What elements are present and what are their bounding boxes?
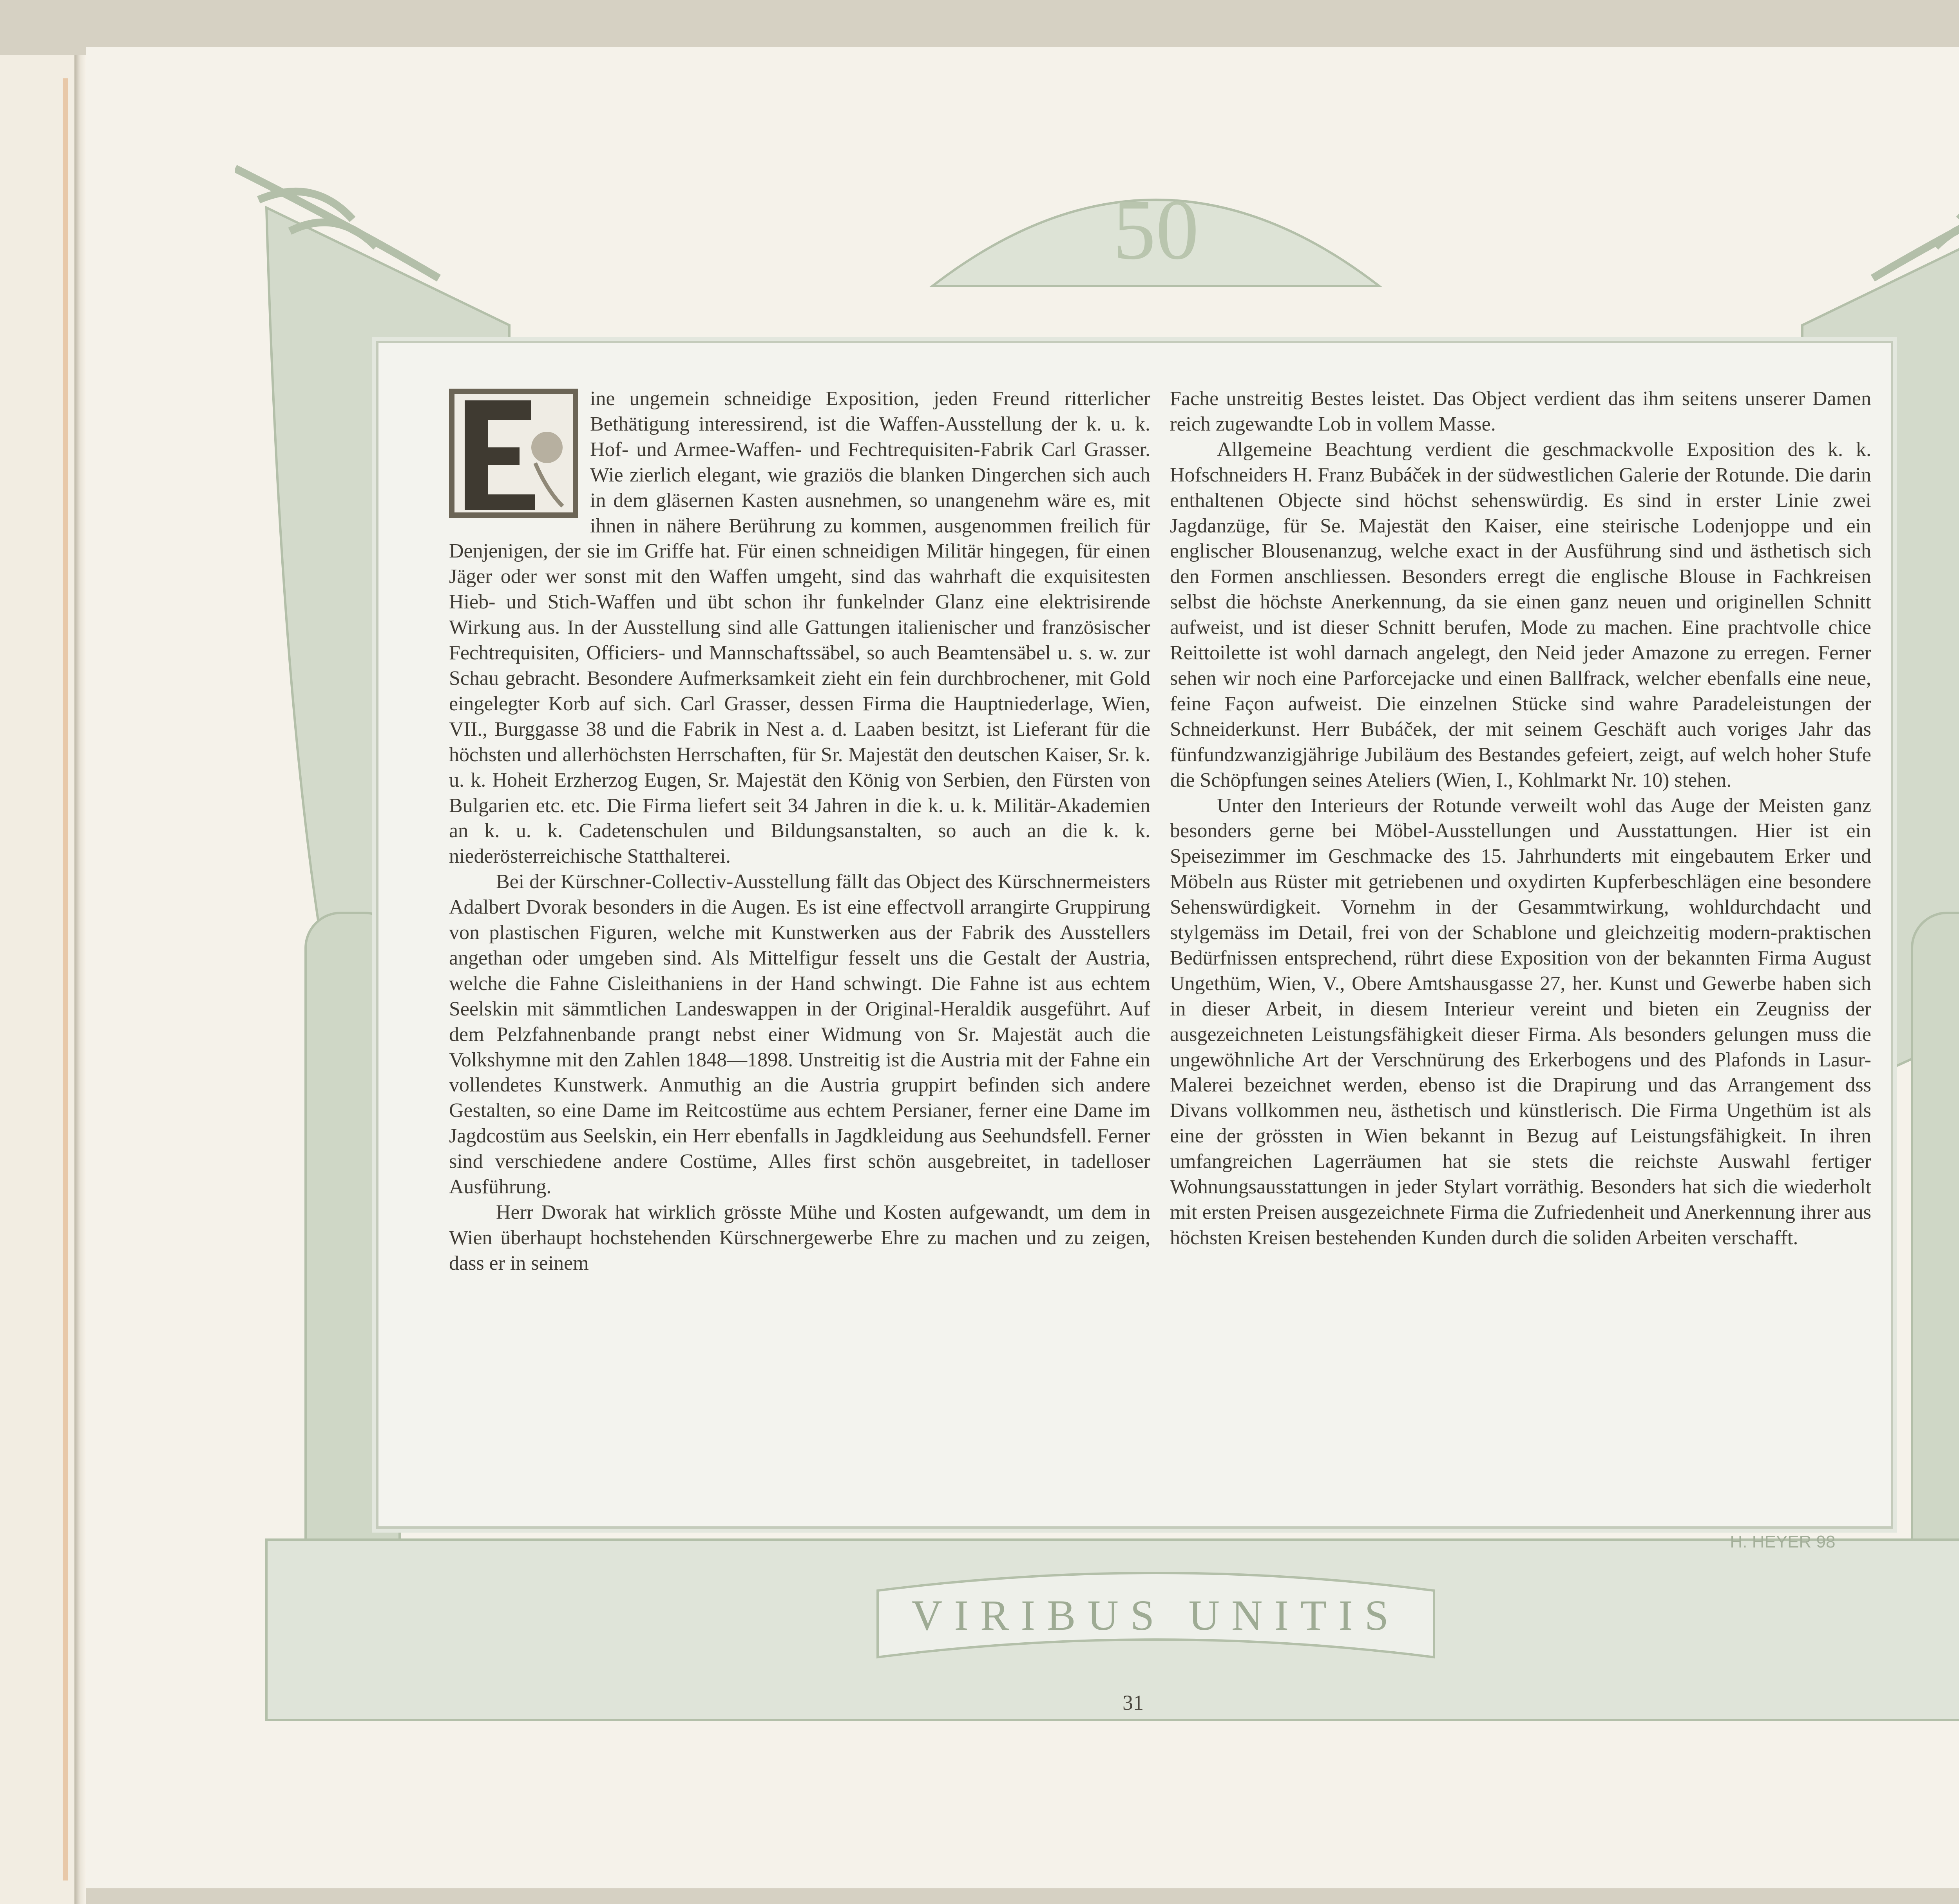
facing-page — [0, 55, 77, 1904]
top-numeral: 50 — [1113, 182, 1199, 277]
drop-cap-e-icon — [449, 389, 578, 518]
paragraph: Herr Dworak hat wirklich grösste Mühe und Kosten aufgewandt, um dem in Wien überhaupt hochstehenden Kürschnergewerbe Ehre zu machen und zu zeigen, dass er in seinem — [449, 1201, 1150, 1274]
paragraph: Fache unstreitig Bestes leistet. Das Object verdient das ihm seitens unserer Damen reich zugewandte Lob in vollem Masse. — [1170, 387, 1871, 435]
left-column-text — [449, 386, 1150, 1276]
artist-signature: H. HEYER 98 — [1730, 1532, 1836, 1551]
paragraph: Bei der Kürschner-Collectiv-Ausstellung fällt das Object des Kürschnermeisters Adalbert Dvorak besonders in die Augen. Es ist eine effectvoll arrangirte Gruppirung von plastischen Figuren, welche mit Kunstwerken aus der Fabrik des Ausstellers angethan oder umgeben sind. Als Mittelfigur fesselt uns die Gestalt der Austria, welche die Fahne Cisleithaniens in der Hand schwingt. Die Fahne ist aus echtem Seelskin mit sämmtlichen Landeswappen in der Original-Heraldik ausgeführt. Auf dem Pelzfahnenbande prangt nebst einer Widmung von Sr. Majestät auch die Volkshymne mit den Zahlen 1848—1898. Unstreitig ist die Austria mit der Fahne ein vollendetes Kunstwerk. Anmuthig an die Austria gruppirt befinden sich andere Gestalten, so eine Dame im Reitcostüme aus echtem Persianer, ferner eine Dame im Jagdcostüm aus Seelskin, ein Herr ebenfalls in Jagdkleidung aus Seehundsfell. Ferner sind verschiedene andere Costüme, Alles first schön ausgebreitet, in tadelloser Ausführung. — [449, 871, 1150, 1198]
right-column — [1912, 913, 1959, 1579]
facing-page-edge — [63, 78, 68, 1880]
book-gutter — [74, 55, 86, 1904]
paragraph: Unter den Interieurs der Rotunde verweilt wohl das Auge der Meisten ganz besonders gerne bei Möbel-Ausstellungen und Ausstattungen. Hier ist ein Speisezimmer im Geschmacke des 15. Jahrhunderts mit eingebautem Erker und Möbeln aus Rüster mit getriebenen und oxydirten Kupferbeschlägen eine besondere Sehenswürdigkeit. Vornehm in der Gesammtwirkung, wohldurchdacht und stylgemäss im Detail, frei von der Schablone und gleichzeitig modern-praktischen Bedürfnissen entsprechend, rührt diese Exposition von der bekannten Firma August Ungethüm, Wien, V., Obere Amtshausgasse 27, her. Kunst und Gewerbe haben sich in dieser Arbeit, in diesem Interieur vereint und bieten ein Zeugniss der ausgezeichneten Leistungsfähigkeit dieser Firma. Als besonders gelungen muss die ungewöhnliche Art der Verschnürung des Erkerbogens und des Plafonds in Lasur-Malerei bezeichnet werden, ebenso ist die Drapirung und das Arrangement dss Divans vollkommen neu, ästhetisch und künstlerisch. Die Firma Ungethüm ist als eine der grössten in Wien bekannt in Bezug auf Leistungsfähigkeit. In ihren umfangreichen Lagerräumen hat sie stets die reichste Auswahl fertiger Wohnungsausstattungen in jeder Stylart vorräthig. Besonders hat sich die wiederholt mit ersten Preisen ausgezeichnete Firma die Zufriedenheit und Anerkennung ihrer aus höchsten Kreisen bestehenden Kunden durch die soliden Arbeiten verschafft. — [1170, 794, 1871, 1249]
page-number: 31 — [1123, 1691, 1144, 1714]
right-column-text — [1170, 386, 1871, 1251]
motto-text: VIRIBUS UNITIS — [911, 1591, 1401, 1639]
paragraph: ine ungemein schneidige Exposition, jeden Freund ritterlicher Bethätigung interessirend, ist die Waffen-Ausstellung der k. u. k. Hof- und Armee-Waffen- und Fechtrequisiten-Fabrik Carl Grasser. Wie zierlich elegant, wie graziös die blanken Dingerchen sich auch in dem gläsernen Kasten ausnehmen, so unangenehm wäre es, mit ihnen in nähere Berührung zu kommen, ausgenommen freilich für Denjenigen, der sie im Griffe hat. Für einen schneidigen Militär hingegen, für einen Jäger oder wer sonst mit den Waffen umgeht, sind das wahrhaft die exquisitesten Hieb- und Stich-Waffen und übt schon ihr funkelnder Glanz eine elektrisirende Wirkung aus. In der Ausstellung sind alle Gattungen italienischer und französischer Fechtrequisiten, Officiers- und Mannschaftssäbel, so auch Beamtensäbel u. s. w. zur Schau gebracht. Besondere Aufmerksamkeit zieht ein fein durchbrochener, mit Gold eingelegter Korb auf sich. Carl Grasser, dessen Firma die Hauptniederlage, Wien, VII., Burggasse 38 und die Fabrik in Nest a. d. Laaben besitzt, ist Lieferant für die höchsten und allerhöchsten Herrschaften, für Sr. Majestät den deutschen Kaiser, Sr. k. u. k. Hoheit Erzherzog Eugen, Sr. Majestät den König von Serbien, den Fürsten von Bulgarien etc. etc. Die Firma liefert seit 34 Jahren in die k. u. k. Militär-Akademien an k. u. k. Cadetenschulen und Bildungsanstalten, so auch an die k. k. niederösterreichische Statthalterei. — [449, 387, 1150, 868]
text-panel — [376, 341, 1893, 1529]
paragraph: Allgemeine Beachtung verdient die geschmackvolle Exposition des k. k. Hofschneiders H. Franz Bubáček in der südwestlichen Galerie der Rotunde. Die darin enthaltenen Objecte sind höchst sehenswürdig. Es sind in erster Linie zwei Jagdanzüge, für Se. Majestät den Kaiser, eine steirische Lodenjoppe und ein englischer Blousenanzug, welche exact in der Ausführung sind und ästhetisch sich den Formen anschliessen. Besonders erregt die englische Blouse in Fachkreisen selbst die höchste Anerkennung, da sie einen ganz neuen und originellen Schnitt aufweist, und ist dieser Schnitt berufen, Mode zu machen. Eine prachtvolle chice Reittoilette ist wohl darnach angelegt, den Neid jeder Amazone zu erregen. Ferner sehen wir noch eine Parforcejacke und einen Ballfrack, welcher ebenfalls eine neue, feine Façon aufweist. Die einzelnen Stücke sind wahre Paradeleistungen der Schneiderkunst. Herr Bubáček, der mit seinem Geschäft auch voriges Jahr das fünfundzwanzigjährige Jubiläum des Bestandes gefeiert, zeigt, auf welch hoher Stufe die Schöpfungen seines Ateliers (Wien, I., Kohlmarkt Nr. 10) stehen. — [1170, 438, 1871, 791]
